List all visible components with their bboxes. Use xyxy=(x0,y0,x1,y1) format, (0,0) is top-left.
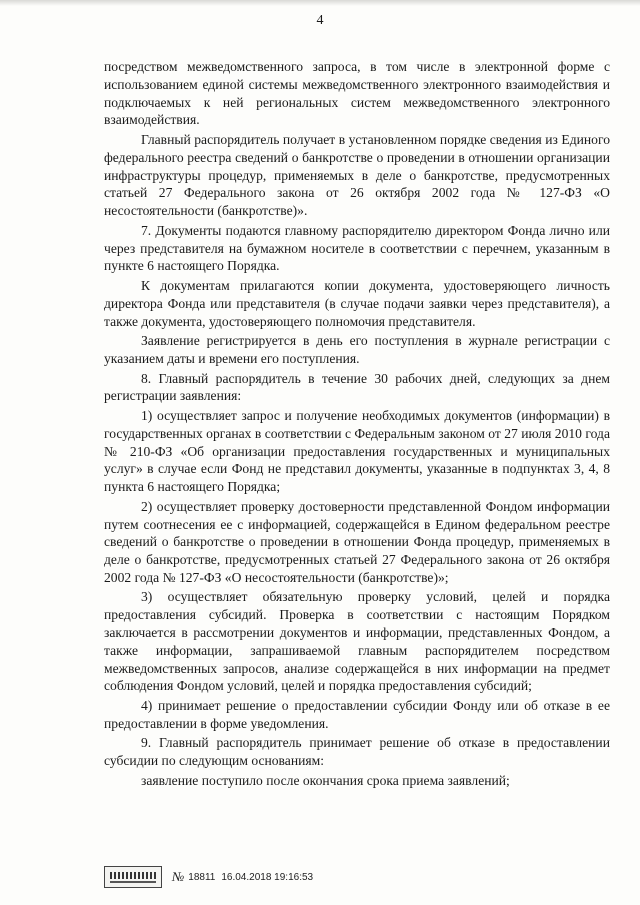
paragraph-item-8: 8. Главный распорядитель в течение 30 рабочих дней, следующих за днем регистрации заявления: xyxy=(104,370,610,404)
registration-timestamp: 16.04.2018 19:16:53 xyxy=(221,871,314,883)
page-number: 4 xyxy=(316,13,324,28)
paragraph-refusal-ground-1: заявление поступило после окончания срока приема заявлений; xyxy=(141,772,510,788)
registration-footer xyxy=(104,866,313,888)
registration-number: 18811 xyxy=(188,871,216,883)
paragraph-registration: Заявление регистрируется в день его поступления в журнале регистрации с указанием даты и времени его поступления. xyxy=(104,333,610,366)
paragraph-item-8-4: 4) принимает решение о предоставлении субсидии Фонду или об отказе в ее предоставлении в форме уведомления. xyxy=(104,698,610,731)
paragraph-item-7: 7. Документы подаются главному распорядителю директором Фонда лично или через представителя на бумажном носителе в соответствии с перечнем, указанным в пункте 6 настоящего Порядка. xyxy=(104,222,610,274)
paragraph-item-8-2: 2) осуществляет проверку достоверности представленной Фондом информации путем соотнесения ее с информацией, содержащейся в Едином федеральном реестре сведений о банкротстве о проведении в отношении Фонда процедур, применяемых в деле о банкротстве, предусмотренных статьей 27 Федерального закона от 26 октября 2002 года № 127-ФЗ «О несостоятельности (банкротстве)»; xyxy=(104,498,610,585)
paragraph-continuation: посредством межведомственного запроса, в том числе в электронной форме с использованием единой системы межведомственного электронного взаимодействия и подключаемых к ней региональных систем межведомственного электронного взаимодействия. xyxy=(104,59,610,128)
registration-mark: № xyxy=(172,869,185,884)
document-body xyxy=(104,58,610,791)
paragraph-item-8-3: 3) осуществляет обязательную проверку условий, целей и порядка предоставления субсидий. Проверка в соответствии с настоящим Порядком заключается в рассмотрении документов и информации, представленных Фондом, а также информации, запрашиваемой главным распорядителем посредством межведомственных запросов, анализе содержащейся в них информации на предмет соблюдения Фондом условий, целей и порядка предоставления субсидий; xyxy=(104,589,610,694)
registry-stamp-icon xyxy=(104,866,162,888)
scan-edge-shadow xyxy=(0,0,640,6)
paragraph-item-9: 9. Главный распорядитель принимает решение об отказе в предоставлении субсидии по следующим основаниям: xyxy=(104,735,610,769)
paragraph-bankruptcy-info: Главный распорядитель получает в установленном порядке сведения из Единого федерального реестра сведений о банкротстве о проведении в отношении организации инфраструктуры процедур, применяемых в деле о банкротстве, предусмотренных статьей 27 Федерального закона от 26 октября 2002 года № 127-ФЗ «О несостоятельности (банкротстве)». xyxy=(104,131,610,219)
paragraph-item-8-1: 1) осуществляет запрос и получение необходимых документов (информации) в государственных органах в соответствии с Федеральным законом от 27 июля 2010 года № 210-ФЗ «Об организации предоставления государственных и муниципальных услуг» в случае если Фонд не представил документы, указанные в подпунктах 3, 4, 8 пункта 6 настоящего Порядка; xyxy=(104,407,610,495)
paragraph-attachments: К документам прилагаются копии документа, удостоверяющего личность директора Фонда или представителя (в случае подачи заявки через представителя), а также документа, удостоверяющего полномочия представителя. xyxy=(104,277,610,329)
